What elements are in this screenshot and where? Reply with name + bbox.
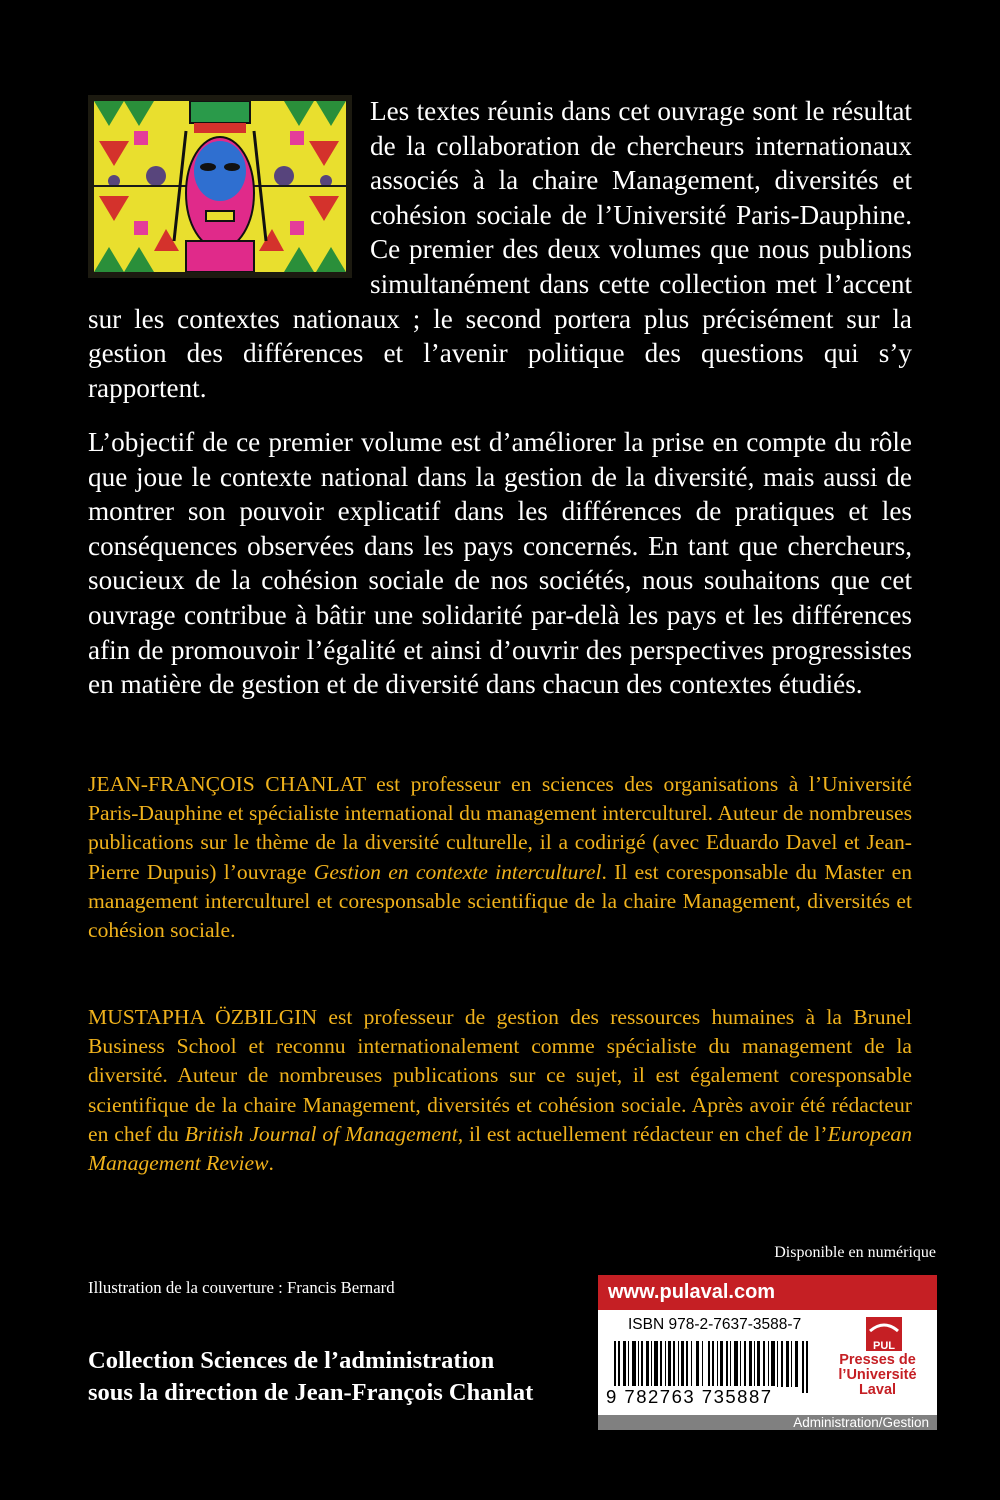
isbn-block: [598, 1275, 937, 1430]
collection-line-2: sous la direction de Jean-François Chanlat: [88, 1379, 534, 1406]
author-bio-chanlat: [88, 770, 912, 945]
isbn-number: ISBN 978-2-7637-3588-7: [628, 1316, 802, 1333]
book-title: Gestion en contexte interculturel: [313, 859, 602, 884]
bio2-text-b: , il est actuellement rédacteur en chef de l’: [457, 1121, 828, 1146]
objective-paragraph: L’objectif de ce premier volume est d’améliorer la prise en compte du rôle que joue le contexte national dans la gestion de la diversité, mais aussi de montrer son pouvoir explicatif dans les différences de pratiques et les conséquences observées dans les pays concernés. En tant que chercheurs, soucieux de la cohésion sociale de nos sociétés, nous souhaitons que cet ouvrage contribue à bâtir une solidarité par-delà les pays et les différences afin de promouvoir l’égalité et ainsi d’ouvrir des perspectives progressistes en matière de gestion et de diversité dans chacun des contextes étudiés.: [88, 427, 912, 700]
bio1-text-b: . Il est coresponsable du Master en management interculturel et coresponsable scientifique de la chaire Management, diversités et cohésion sociale.: [88, 859, 913, 943]
journal-title-1: British Journal of Management: [184, 1121, 458, 1146]
illustration-credit: Illustration de la couverture : Francis Bernard: [88, 1278, 395, 1297]
bio2-text-c: .: [268, 1151, 274, 1176]
publisher-name-2: l’Université: [838, 1367, 917, 1383]
bio1-text-a: JEAN-FRANÇOIS CHANLAT est professeur en sciences des organisations à l’Université Paris-Dauphine et spécialiste international du management interculturel. Auteur de nombreuses publications sur le thème de la diversité culturelle, il a codirigé (avec Eduardo Davel et Jean-Pierre Dupuis) l’ouvrage: [88, 772, 912, 884]
intro-text: Les textes réunis dans cet ouvrage sont le résultat de la collaboration de chercheurs internationaux associés à la chaire Management, diversités et cohésion sociale de l’Université Paris-Dauphine. Ce premier des deux volumes que nous publions simultanément dans cette collection met l’accent sur les contextes nationaux ; le second portera plus précisément sur la gestion des différences et l’avenir politique des questions qui s’y rapportent.: [88, 96, 912, 403]
pul-logo-text: PUL: [873, 1340, 895, 1352]
collection-line-1: Collection Sciences de l’administration: [88, 1347, 495, 1374]
bio2-text-a: MUSTAPHA ÖZBILGIN est professeur de gestion des ressources humaines à la Brunel Business School et reconnu internationalement comme spécialiste du management de la diversité. Auteur de nombreuses publications sur ce sujet, il est également coresponsable scientifique de la chaire Management, diversités et cohésion sociale. Après avoir été rédacteur en chef du: [88, 1005, 912, 1146]
collection-info: [88, 1345, 533, 1409]
available-digital-note: Disponible en numérique: [774, 1244, 936, 1261]
author-bio-ozbilgin: [88, 1003, 912, 1178]
category-label: Administration/Gestion: [598, 1415, 937, 1430]
journal-title-2: European Management Review: [88, 1121, 913, 1176]
publisher-name-3: Laval: [858, 1382, 897, 1398]
intro-paragraph: [88, 94, 912, 405]
illustration-float-spacer: [88, 94, 370, 294]
barcode-digits: 9 782763 735887: [606, 1386, 773, 1407]
publisher-url: www.pulaval.com: [598, 1275, 937, 1310]
publisher-name-1: Presses de: [839, 1352, 916, 1368]
publisher-name: [820, 1353, 935, 1398]
